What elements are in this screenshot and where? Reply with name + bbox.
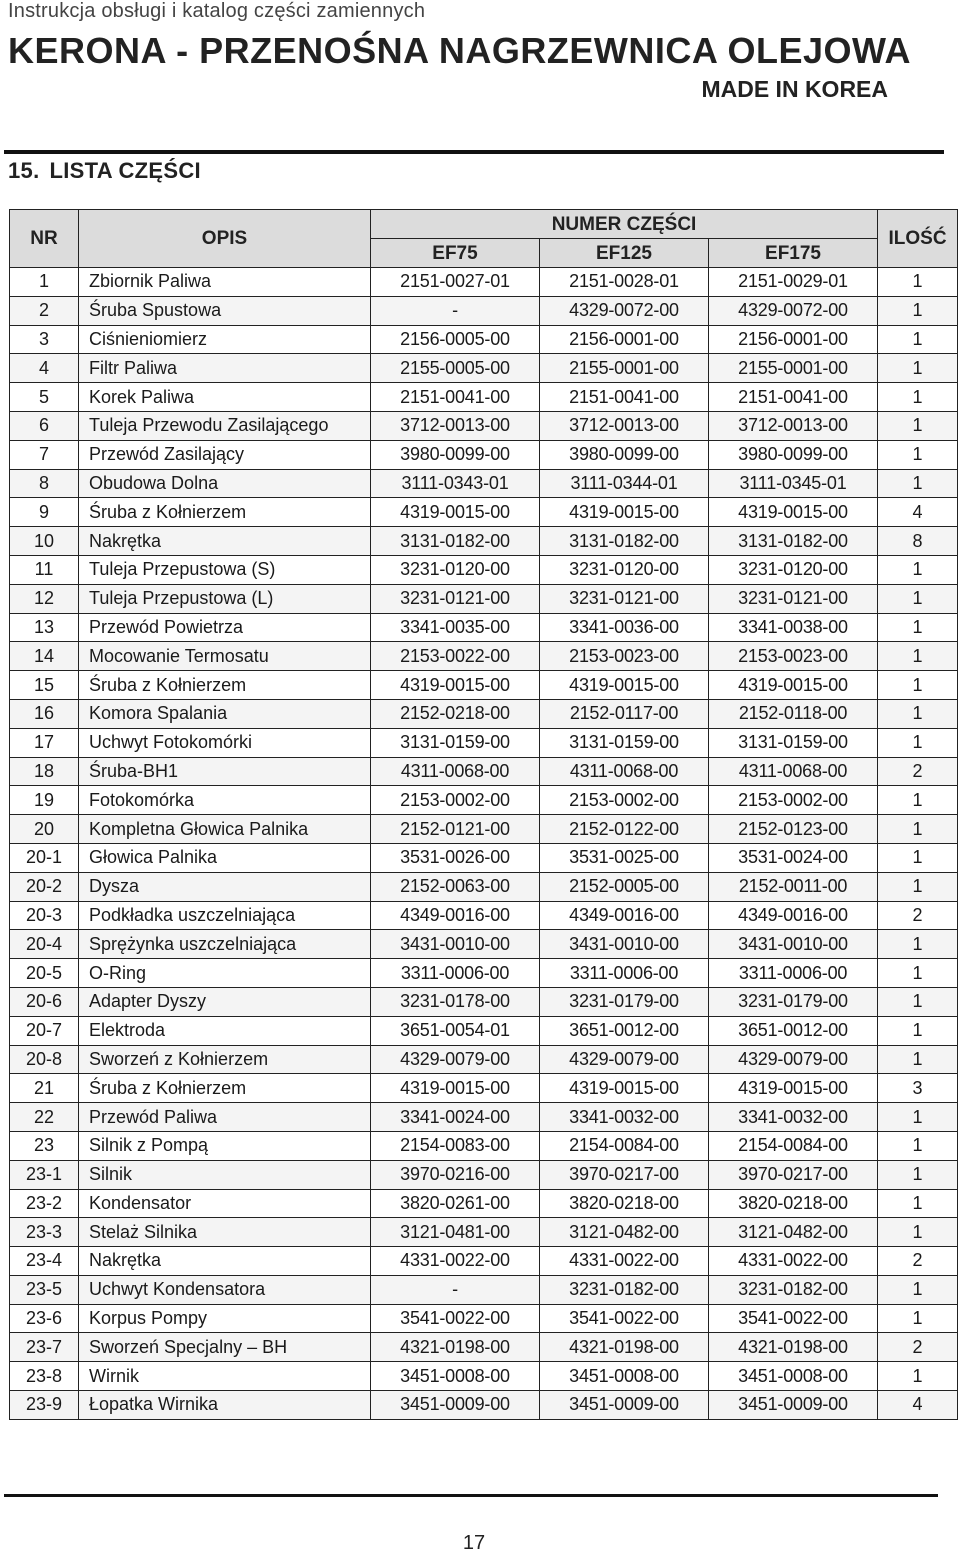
- quantity-cell: 1: [878, 728, 958, 757]
- ef125-code-cell: 3131-0159-00: [540, 728, 709, 757]
- ef175-code-cell: 3231-0182-00: [709, 1275, 878, 1304]
- quantity-cell: 1: [878, 786, 958, 815]
- table-row: [10, 1218, 958, 1247]
- ef175-code-cell: 3531-0024-00: [709, 843, 878, 872]
- ef175-code-cell: 3231-0121-00: [709, 584, 878, 613]
- description-cell: O-Ring: [79, 959, 371, 988]
- ef175-code-cell: 3341-0038-00: [709, 613, 878, 642]
- ef125-code-cell: 3311-0006-00: [540, 959, 709, 988]
- ef125-code-cell: 3231-0121-00: [540, 584, 709, 613]
- description-cell: Korek Paliwa: [79, 383, 371, 412]
- ef175-code-cell: 4319-0015-00: [709, 1074, 878, 1103]
- document-caption: Instrukcja obsługi i katalog części zamiennych: [8, 0, 426, 22]
- ef125-code-cell: 3531-0025-00: [540, 843, 709, 872]
- description-cell: Sprężynka uszczelniająca: [79, 930, 371, 959]
- part-number-cell: 16: [10, 699, 79, 728]
- section-title: LISTA CZĘŚCI: [49, 158, 201, 183]
- ef75-code-cell: 4329-0079-00: [371, 1045, 540, 1074]
- quantity-cell: 4: [878, 498, 958, 527]
- table-row: [10, 325, 958, 354]
- part-number-cell: 11: [10, 555, 79, 584]
- header-nr: NR: [10, 210, 79, 268]
- part-number-cell: 20-4: [10, 930, 79, 959]
- quantity-cell: 1: [878, 930, 958, 959]
- ef125-code-cell: 4319-0015-00: [540, 671, 709, 700]
- ef75-code-cell: 3131-0182-00: [371, 527, 540, 556]
- quantity-cell: 1: [878, 325, 958, 354]
- description-cell: Przewód Powietrza: [79, 613, 371, 642]
- ef75-code-cell: 4321-0198-00: [371, 1333, 540, 1362]
- ef175-code-cell: 4349-0016-00: [709, 901, 878, 930]
- quantity-cell: 4: [878, 1391, 958, 1420]
- table-row: [10, 699, 958, 728]
- ef75-code-cell: 3231-0121-00: [371, 584, 540, 613]
- quantity-cell: 8: [878, 527, 958, 556]
- ef75-code-cell: 3111-0343-01: [371, 469, 540, 498]
- quantity-cell: 1: [878, 383, 958, 412]
- ef175-code-cell: 3111-0345-01: [709, 469, 878, 498]
- description-cell: Śruba-BH1: [79, 757, 371, 786]
- ef175-code-cell: 3231-0179-00: [709, 987, 878, 1016]
- part-number-cell: 20-8: [10, 1045, 79, 1074]
- ef125-code-cell: 4311-0068-00: [540, 757, 709, 786]
- ef125-code-cell: 2151-0028-01: [540, 268, 709, 297]
- ef75-code-cell: 3231-0120-00: [371, 555, 540, 584]
- ef125-code-cell: 3121-0482-00: [540, 1218, 709, 1247]
- table-row: [10, 872, 958, 901]
- ef125-code-cell: 4349-0016-00: [540, 901, 709, 930]
- description-cell: Silnik: [79, 1160, 371, 1189]
- ef125-code-cell: 2156-0001-00: [540, 325, 709, 354]
- ef125-code-cell: 2152-0117-00: [540, 699, 709, 728]
- part-number-cell: 23-5: [10, 1275, 79, 1304]
- document-title: KERONA - PRZENOŚNA NAGRZEWNICA OLEJOWA: [8, 30, 912, 71]
- table-row: [10, 1391, 958, 1420]
- table-row: [10, 527, 958, 556]
- part-number-cell: 23-6: [10, 1304, 79, 1333]
- description-cell: Filtr Paliwa: [79, 354, 371, 383]
- description-cell: Łopatka Wirnika: [79, 1391, 371, 1420]
- quantity-cell: 1: [878, 1131, 958, 1160]
- ef75-code-cell: 2156-0005-00: [371, 325, 540, 354]
- ef75-code-cell: 3341-0024-00: [371, 1103, 540, 1132]
- description-cell: Stelaż Silnika: [79, 1218, 371, 1247]
- quantity-cell: 1: [878, 843, 958, 872]
- table-row: [10, 671, 958, 700]
- ef75-code-cell: 2155-0005-00: [371, 354, 540, 383]
- table-row: [10, 1189, 958, 1218]
- parts-table-body: [10, 268, 958, 1420]
- part-number-cell: 2: [10, 296, 79, 325]
- description-cell: Dysza: [79, 872, 371, 901]
- description-cell: Nakrętka: [79, 527, 371, 556]
- ef125-code-cell: 4329-0079-00: [540, 1045, 709, 1074]
- ef125-code-cell: 3980-0099-00: [540, 440, 709, 469]
- table-row: [10, 1304, 958, 1333]
- description-cell: Podkładka uszczelniająca: [79, 901, 371, 930]
- ef75-code-cell: 3541-0022-00: [371, 1304, 540, 1333]
- quantity-cell: 1: [878, 1189, 958, 1218]
- ef175-code-cell: 3451-0008-00: [709, 1362, 878, 1391]
- page-number: 17: [462, 1532, 486, 1554]
- section-number: 15.: [8, 158, 40, 183]
- ef175-code-cell: 4319-0015-00: [709, 498, 878, 527]
- table-row: [10, 930, 958, 959]
- quantity-cell: 1: [878, 987, 958, 1016]
- quantity-cell: 1: [878, 411, 958, 440]
- quantity-cell: 1: [878, 1218, 958, 1247]
- ef75-code-cell: 2152-0218-00: [371, 699, 540, 728]
- quantity-cell: 1: [878, 1045, 958, 1074]
- part-number-cell: 20-3: [10, 901, 79, 930]
- table-row: [10, 584, 958, 613]
- ef75-code-cell: 2151-0041-00: [371, 383, 540, 412]
- table-row: [10, 987, 958, 1016]
- ef75-code-cell: 4319-0015-00: [371, 671, 540, 700]
- ef175-code-cell: 3451-0009-00: [709, 1391, 878, 1420]
- part-number-cell: 5: [10, 383, 79, 412]
- ef175-code-cell: 2153-0023-00: [709, 642, 878, 671]
- ef175-code-cell: 2152-0118-00: [709, 699, 878, 728]
- ef175-code-cell: 2156-0001-00: [709, 325, 878, 354]
- ef125-code-cell: 4321-0198-00: [540, 1333, 709, 1362]
- ef125-code-cell: 2152-0005-00: [540, 872, 709, 901]
- header-ef175: EF175: [709, 239, 878, 268]
- ef75-code-cell: 3970-0216-00: [371, 1160, 540, 1189]
- ef175-code-cell: 4331-0022-00: [709, 1247, 878, 1276]
- ef75-code-cell: 3980-0099-00: [371, 440, 540, 469]
- table-row: [10, 1275, 958, 1304]
- table-row: [10, 613, 958, 642]
- ef75-code-cell: 3820-0261-00: [371, 1189, 540, 1218]
- table-row: [10, 1362, 958, 1391]
- part-number-cell: 20-6: [10, 987, 79, 1016]
- ef75-code-cell: 2151-0027-01: [371, 268, 540, 297]
- description-cell: Sworzeń Specjalny – BH: [79, 1333, 371, 1362]
- description-cell: Przewód Zasilający: [79, 440, 371, 469]
- description-cell: Uchwyt Fotokomórki: [79, 728, 371, 757]
- description-cell: Obudowa Dolna: [79, 469, 371, 498]
- ef175-code-cell: 2155-0001-00: [709, 354, 878, 383]
- part-number-cell: 23-1: [10, 1160, 79, 1189]
- ef125-code-cell: 4319-0015-00: [540, 498, 709, 527]
- table-row: [10, 555, 958, 584]
- part-number-cell: 20-7: [10, 1016, 79, 1045]
- ef75-code-cell: 3531-0026-00: [371, 843, 540, 872]
- ef75-code-cell: 2152-0063-00: [371, 872, 540, 901]
- description-cell: Śruba z Kołnierzem: [79, 1074, 371, 1103]
- header-ef125: EF125: [540, 239, 709, 268]
- ef125-code-cell: 4331-0022-00: [540, 1247, 709, 1276]
- footer-divider: [4, 1494, 938, 1497]
- quantity-cell: 1: [878, 555, 958, 584]
- ef125-code-cell: 4329-0072-00: [540, 296, 709, 325]
- quantity-cell: 1: [878, 1304, 958, 1333]
- quantity-cell: 1: [878, 354, 958, 383]
- ef175-code-cell: 3341-0032-00: [709, 1103, 878, 1132]
- parts-table: [9, 209, 958, 1420]
- part-number-cell: 1: [10, 268, 79, 297]
- ef125-code-cell: 3231-0120-00: [540, 555, 709, 584]
- table-row: [10, 815, 958, 844]
- quantity-cell: 1: [878, 671, 958, 700]
- ef175-code-cell: 3231-0120-00: [709, 555, 878, 584]
- description-cell: Kondensator: [79, 1189, 371, 1218]
- part-number-cell: 3: [10, 325, 79, 354]
- part-number-cell: 6: [10, 411, 79, 440]
- ef125-code-cell: 3541-0022-00: [540, 1304, 709, 1333]
- ef175-code-cell: 2153-0002-00: [709, 786, 878, 815]
- part-number-cell: 23-3: [10, 1218, 79, 1247]
- ef175-code-cell: 3651-0012-00: [709, 1016, 878, 1045]
- ef175-code-cell: 3131-0159-00: [709, 728, 878, 757]
- table-row: [10, 1074, 958, 1103]
- ef75-code-cell: -: [371, 296, 540, 325]
- header-numer-czesci: NUMER CZĘŚCI: [371, 210, 878, 239]
- ef175-code-cell: 2151-0029-01: [709, 268, 878, 297]
- part-number-cell: 9: [10, 498, 79, 527]
- ef125-code-cell: 4319-0015-00: [540, 1074, 709, 1103]
- part-number-cell: 23: [10, 1131, 79, 1160]
- table-row: [10, 1160, 958, 1189]
- ef175-code-cell: 2152-0123-00: [709, 815, 878, 844]
- ef175-code-cell: 3121-0482-00: [709, 1218, 878, 1247]
- description-cell: Śruba z Kołnierzem: [79, 498, 371, 527]
- ef125-code-cell: 2153-0023-00: [540, 642, 709, 671]
- description-cell: Śruba z Kołnierzem: [79, 671, 371, 700]
- ef125-code-cell: 3231-0182-00: [540, 1275, 709, 1304]
- quantity-cell: 1: [878, 613, 958, 642]
- description-cell: Komora Spalania: [79, 699, 371, 728]
- ef75-code-cell: 4349-0016-00: [371, 901, 540, 930]
- table-row: [10, 901, 958, 930]
- quantity-cell: 1: [878, 1016, 958, 1045]
- ef75-code-cell: 3121-0481-00: [371, 1218, 540, 1247]
- table-row: [10, 498, 958, 527]
- table-row: [10, 1103, 958, 1132]
- ef175-code-cell: 2151-0041-00: [709, 383, 878, 412]
- part-number-cell: 23-2: [10, 1189, 79, 1218]
- ef125-code-cell: 2154-0084-00: [540, 1131, 709, 1160]
- part-number-cell: 12: [10, 584, 79, 613]
- quantity-cell: 1: [878, 584, 958, 613]
- ef75-code-cell: 3712-0013-00: [371, 411, 540, 440]
- ef175-code-cell: 3541-0022-00: [709, 1304, 878, 1333]
- ef75-code-cell: 3451-0008-00: [371, 1362, 540, 1391]
- ef75-code-cell: 2154-0083-00: [371, 1131, 540, 1160]
- header-ilosc: ILOŚĆ: [878, 210, 958, 268]
- ef125-code-cell: 3431-0010-00: [540, 930, 709, 959]
- quantity-cell: 1: [878, 440, 958, 469]
- table-row: [10, 959, 958, 988]
- description-cell: Ciśnieniomierz: [79, 325, 371, 354]
- table-row: [10, 1131, 958, 1160]
- part-number-cell: 20-2: [10, 872, 79, 901]
- part-number-cell: 14: [10, 642, 79, 671]
- quantity-cell: 2: [878, 1333, 958, 1362]
- ef75-code-cell: 2153-0022-00: [371, 642, 540, 671]
- ef75-code-cell: -: [371, 1275, 540, 1304]
- ef125-code-cell: 3131-0182-00: [540, 527, 709, 556]
- quantity-cell: 1: [878, 469, 958, 498]
- description-cell: Nakrętka: [79, 1247, 371, 1276]
- ef125-code-cell: 3820-0218-00: [540, 1189, 709, 1218]
- description-cell: Silnik z Pompą: [79, 1131, 371, 1160]
- ef75-code-cell: 4319-0015-00: [371, 498, 540, 527]
- ef125-code-cell: 2151-0041-00: [540, 383, 709, 412]
- part-number-cell: 10: [10, 527, 79, 556]
- ef75-code-cell: 4311-0068-00: [371, 757, 540, 786]
- ef175-code-cell: 3311-0006-00: [709, 959, 878, 988]
- ef125-code-cell: 3231-0179-00: [540, 987, 709, 1016]
- part-number-cell: 13: [10, 613, 79, 642]
- ef175-code-cell: 3970-0217-00: [709, 1160, 878, 1189]
- quantity-cell: 1: [878, 1362, 958, 1391]
- ef175-code-cell: 2154-0084-00: [709, 1131, 878, 1160]
- ef75-code-cell: 3651-0054-01: [371, 1016, 540, 1045]
- table-row: [10, 1045, 958, 1074]
- header-opis: OPIS: [79, 210, 371, 268]
- description-cell: Elektroda: [79, 1016, 371, 1045]
- ef175-code-cell: 3980-0099-00: [709, 440, 878, 469]
- description-cell: Kompletna Głowica Palnika: [79, 815, 371, 844]
- ef175-code-cell: 4329-0072-00: [709, 296, 878, 325]
- ef175-code-cell: 4329-0079-00: [709, 1045, 878, 1074]
- part-number-cell: 17: [10, 728, 79, 757]
- table-row: [10, 296, 958, 325]
- part-number-cell: 23-9: [10, 1391, 79, 1420]
- ef125-code-cell: 3970-0217-00: [540, 1160, 709, 1189]
- description-cell: Zbiornik Paliwa: [79, 268, 371, 297]
- ef175-code-cell: 2152-0011-00: [709, 872, 878, 901]
- ef125-code-cell: 3451-0008-00: [540, 1362, 709, 1391]
- ef75-code-cell: 3431-0010-00: [371, 930, 540, 959]
- ef125-code-cell: 3712-0013-00: [540, 411, 709, 440]
- table-row: [10, 469, 958, 498]
- part-number-cell: 22: [10, 1103, 79, 1132]
- part-number-cell: 23-4: [10, 1247, 79, 1276]
- description-cell: Korpus Pompy: [79, 1304, 371, 1333]
- header-divider: [4, 150, 944, 154]
- quantity-cell: 1: [878, 642, 958, 671]
- ef125-code-cell: 3451-0009-00: [540, 1391, 709, 1420]
- description-cell: Sworzeń z Kołnierzem: [79, 1045, 371, 1074]
- description-cell: Tuleja Przepustowa (L): [79, 584, 371, 613]
- ef125-code-cell: 3651-0012-00: [540, 1016, 709, 1045]
- table-row: [10, 268, 958, 297]
- ef125-code-cell: 2155-0001-00: [540, 354, 709, 383]
- ef75-code-cell: 4319-0015-00: [371, 1074, 540, 1103]
- quantity-cell: 1: [878, 296, 958, 325]
- quantity-cell: 1: [878, 1275, 958, 1304]
- table-row: [10, 1247, 958, 1276]
- header-ef75: EF75: [371, 239, 540, 268]
- ef125-code-cell: 3341-0036-00: [540, 613, 709, 642]
- quantity-cell: 2: [878, 757, 958, 786]
- part-number-cell: 21: [10, 1074, 79, 1103]
- ef125-code-cell: 2153-0002-00: [540, 786, 709, 815]
- ef175-code-cell: 3131-0182-00: [709, 527, 878, 556]
- quantity-cell: 1: [878, 815, 958, 844]
- quantity-cell: 2: [878, 901, 958, 930]
- table-row: [10, 843, 958, 872]
- ef175-code-cell: 3712-0013-00: [709, 411, 878, 440]
- quantity-cell: 1: [878, 699, 958, 728]
- part-number-cell: 7: [10, 440, 79, 469]
- ef175-code-cell: 4311-0068-00: [709, 757, 878, 786]
- description-cell: Fotokomórka: [79, 786, 371, 815]
- made-in-label: MADE IN KOREA: [701, 76, 888, 102]
- ef75-code-cell: 3231-0178-00: [371, 987, 540, 1016]
- ef175-code-cell: 3431-0010-00: [709, 930, 878, 959]
- ef75-code-cell: 2152-0121-00: [371, 815, 540, 844]
- quantity-cell: 2: [878, 1247, 958, 1276]
- part-number-cell: 20-1: [10, 843, 79, 872]
- part-number-cell: 8: [10, 469, 79, 498]
- part-number-cell: 18: [10, 757, 79, 786]
- quantity-cell: 1: [878, 1160, 958, 1189]
- part-number-cell: 23-7: [10, 1333, 79, 1362]
- table-row: [10, 642, 958, 671]
- part-number-cell: 4: [10, 354, 79, 383]
- table-row: [10, 728, 958, 757]
- table-row: [10, 440, 958, 469]
- quantity-cell: 1: [878, 872, 958, 901]
- ef75-code-cell: 4331-0022-00: [371, 1247, 540, 1276]
- quantity-cell: 1: [878, 1103, 958, 1132]
- part-number-cell: 23-8: [10, 1362, 79, 1391]
- table-row: [10, 383, 958, 412]
- table-row: [10, 354, 958, 383]
- description-cell: Wirnik: [79, 1362, 371, 1391]
- table-row: [10, 1333, 958, 1362]
- table-row: [10, 411, 958, 440]
- part-number-cell: 15: [10, 671, 79, 700]
- table-row: [10, 786, 958, 815]
- quantity-cell: 1: [878, 268, 958, 297]
- ef175-code-cell: 4319-0015-00: [709, 671, 878, 700]
- description-cell: Przewód Paliwa: [79, 1103, 371, 1132]
- description-cell: Tuleja Przepustowa (S): [79, 555, 371, 584]
- description-cell: Śruba Spustowa: [79, 296, 371, 325]
- ef125-code-cell: 2152-0122-00: [540, 815, 709, 844]
- description-cell: Adapter Dyszy: [79, 987, 371, 1016]
- ef175-code-cell: 3820-0218-00: [709, 1189, 878, 1218]
- description-cell: Mocowanie Termosatu: [79, 642, 371, 671]
- part-number-cell: 20: [10, 815, 79, 844]
- ef175-code-cell: 4321-0198-00: [709, 1333, 878, 1362]
- quantity-cell: 1: [878, 959, 958, 988]
- quantity-cell: 3: [878, 1074, 958, 1103]
- ef75-code-cell: 3451-0009-00: [371, 1391, 540, 1420]
- ef75-code-cell: 3311-0006-00: [371, 959, 540, 988]
- description-cell: Tuleja Przewodu Zasilającego: [79, 411, 371, 440]
- description-cell: Uchwyt Kondensatora: [79, 1275, 371, 1304]
- ef75-code-cell: 2153-0002-00: [371, 786, 540, 815]
- part-number-cell: 19: [10, 786, 79, 815]
- ef125-code-cell: 3341-0032-00: [540, 1103, 709, 1132]
- table-row: [10, 1016, 958, 1045]
- section-heading: [8, 158, 201, 184]
- ef75-code-cell: 3341-0035-00: [371, 613, 540, 642]
- table-row: [10, 757, 958, 786]
- ef75-code-cell: 3131-0159-00: [371, 728, 540, 757]
- part-number-cell: 20-5: [10, 959, 79, 988]
- ef125-code-cell: 3111-0344-01: [540, 469, 709, 498]
- description-cell: Głowica Palnika: [79, 843, 371, 872]
